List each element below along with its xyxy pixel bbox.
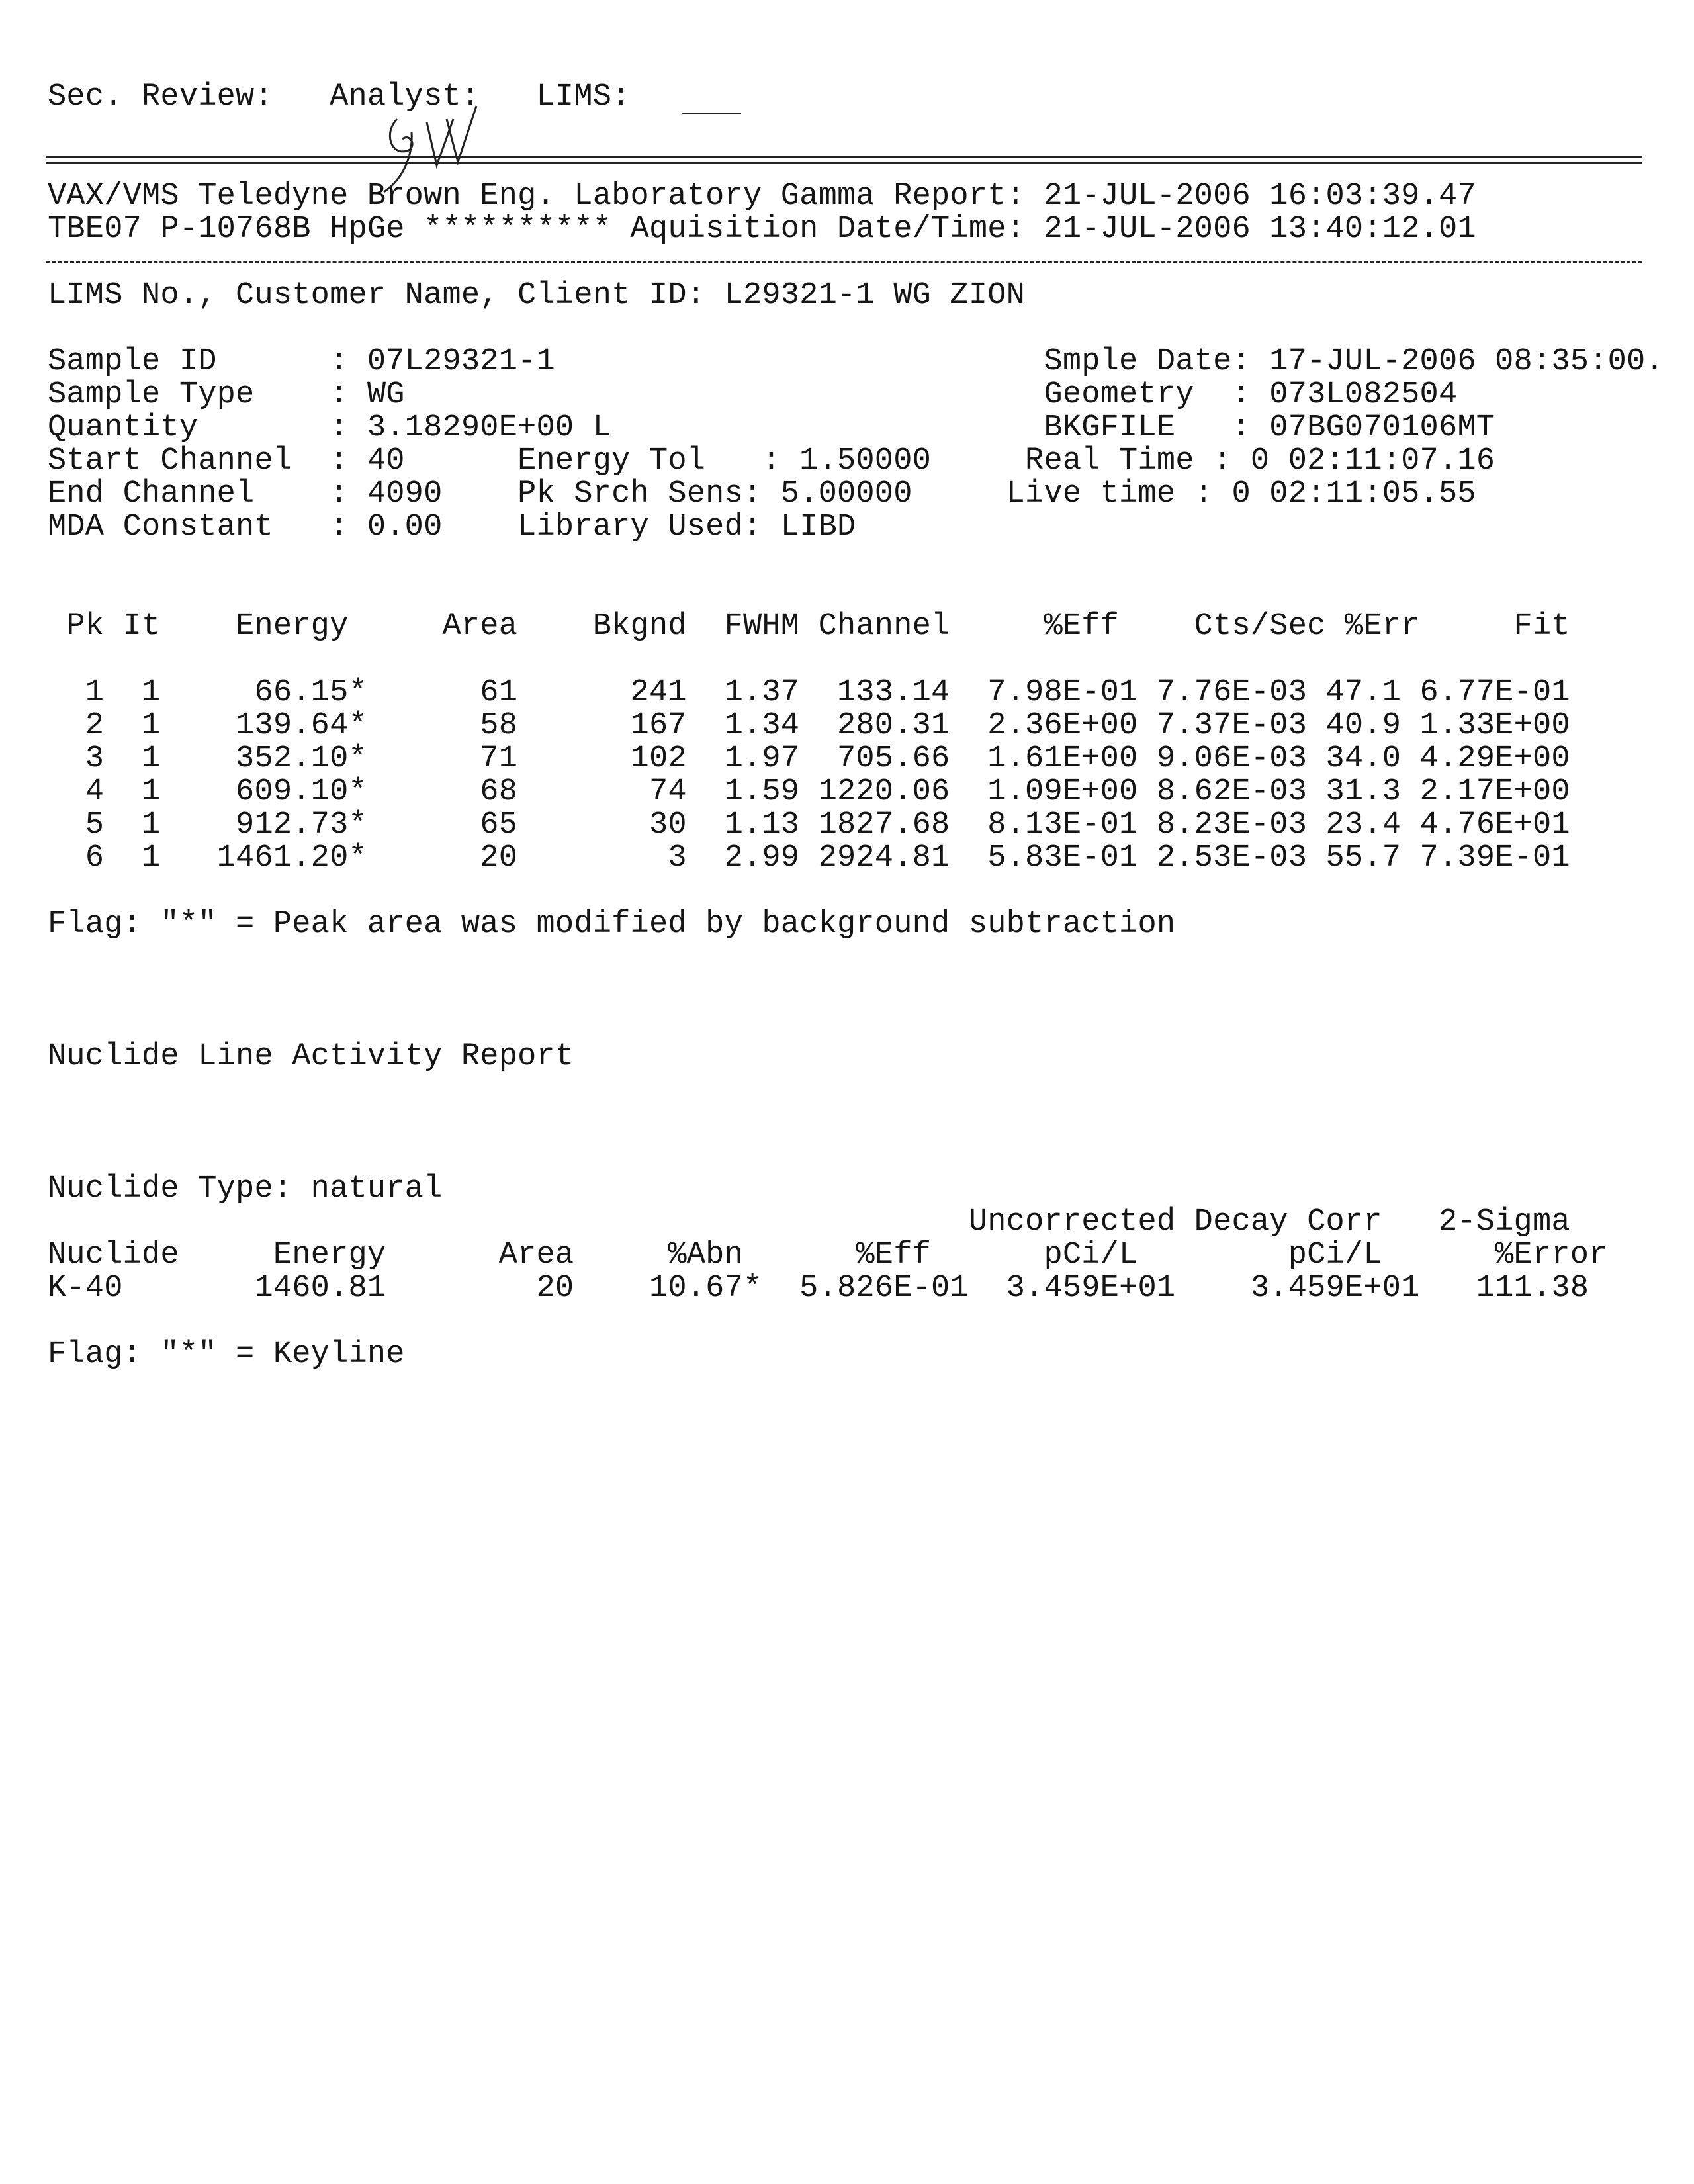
double-rule-divider bbox=[46, 156, 1642, 164]
nuclide-type-line: Nuclide Type: natural bbox=[48, 1171, 443, 1206]
review-line: Sec. Review: Analyst: LIMS: bbox=[48, 79, 631, 114]
peak-table-row: 1 1 66.15* 61 241 1.37 133.14 7.98E-01 7.76E-03 47.1 6.77E-01 bbox=[48, 675, 1570, 710]
sample-line: MDA Constant : 0.00 Library Used: LIBD bbox=[48, 510, 856, 545]
sample-line: Sample ID : 07L29321-1 Smple Date: 17-JUL-2006 08:35:00. bbox=[48, 344, 1664, 379]
lims-blank bbox=[682, 113, 741, 114]
nuclide-table-header-2: Nuclide Energy Area %Abn %Eff pCi/L pCi/L %Error bbox=[48, 1238, 1608, 1273]
peak-table-header: Pk It Energy Area Bkgnd FWHM Channel %Eff Cts/Sec %Err Fit bbox=[48, 609, 1570, 644]
sample-line: Quantity : 3.18290E+00 L BKGFILE : 07BG070106MT bbox=[48, 410, 1495, 445]
peak-table-row: 2 1 139.64* 58 167 1.34 280.31 2.36E+00 7.37E-03 40.9 1.33E+00 bbox=[48, 708, 1570, 743]
peak-table-row: 4 1 609.10* 68 74 1.59 1220.06 1.09E+00 8.62E-03 31.3 2.17E+00 bbox=[48, 774, 1570, 809]
dashed-rule-divider bbox=[46, 261, 1642, 263]
nuclide-section-title: Nuclide Line Activity Report bbox=[48, 1039, 574, 1074]
sample-line: Start Channel : 40 Energy Tol : 1.50000 Real Time : 0 02:11:07.16 bbox=[48, 443, 1495, 478]
peak-table-row: 3 1 352.10* 71 102 1.97 705.66 1.61E+00 9.06E-03 34.0 4.29E+00 bbox=[48, 741, 1570, 776]
peak-table-row: 5 1 912.73* 65 30 1.13 1827.68 8.13E-01 8.23E-03 23.4 4.76E+01 bbox=[48, 807, 1570, 842]
lims-line: LIMS No., Customer Name, Client ID: L29321-1 WG ZION bbox=[48, 278, 1026, 313]
nuclide-flag-note: Flag: "*" = Keyline bbox=[48, 1337, 405, 1372]
peak-flag-note: Flag: "*" = Peak area was modified by background subtraction bbox=[48, 907, 1176, 942]
report-title-line: VAX/VMS Teledyne Brown Eng. Laboratory Gamma Report: 21-JUL-2006 16:03:39.47 bbox=[48, 179, 1476, 214]
sample-line: End Channel : 4090 Pk Srch Sens: 5.00000 Live time : 0 02:11:05.55 bbox=[48, 477, 1476, 512]
peak-table-row: 6 1 1461.20* 20 3 2.99 2924.81 5.83E-01 2.53E-03 55.7 7.39E-01 bbox=[48, 841, 1570, 876]
nuclide-table-row: K-40 1460.81 20 10.67* 5.826E-01 3.459E+01 3.459E+01 111.38 bbox=[48, 1271, 1589, 1306]
nuclide-table-header-1: Uncorrected Decay Corr 2-Sigma bbox=[48, 1205, 1570, 1240]
acquisition-line: TBE07 P-10768B HpGe ********** Aquisition Date/Time: 21-JUL-2006 13:40:12.01 bbox=[48, 212, 1476, 247]
sample-line: Sample Type : WG Geometry : 073L082504 bbox=[48, 377, 1458, 412]
